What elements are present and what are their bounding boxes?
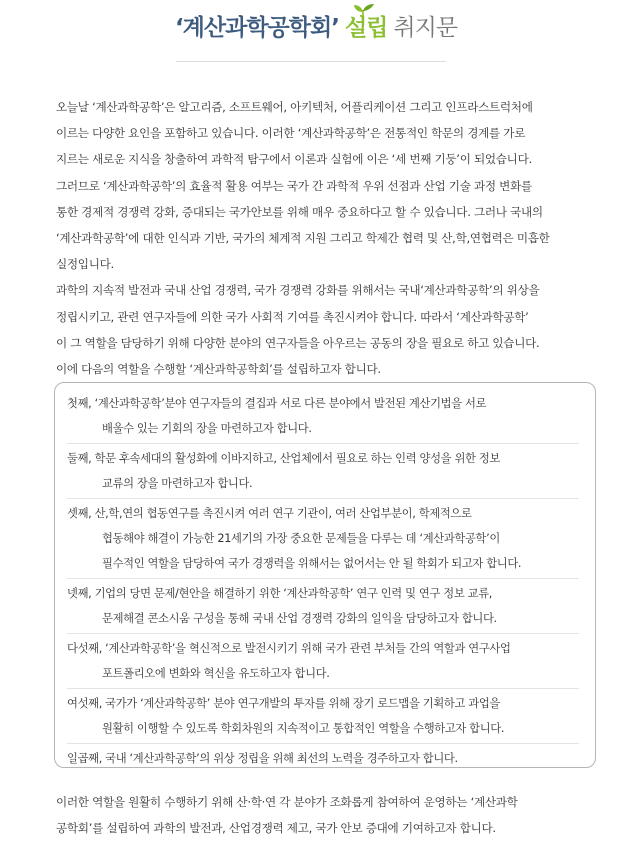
- role-item: [67, 691, 579, 741]
- role-item: [67, 501, 579, 576]
- role-line: 포트폴리오에 변화와 혁신을 유도하고자 합니다.: [102, 667, 330, 680]
- page-header: [0, 8, 632, 58]
- role-divider: [67, 688, 579, 689]
- role-line: 여섯째, 국가가 ‘계산과학공학’ 분야 연구개발의 투자를 위해 장기 로드맵을 기획하고 과업을: [67, 697, 500, 710]
- intro-line: 통한 경제적 경쟁력 강화, 증대되는 국가안보를 위해 매우 중요하다고 할 수 있습니다. 그러나 국내의: [56, 204, 543, 219]
- role-line: 필수적인 역할을 담당하여 국가 경쟁력을 위해서는 없어서는 안 될 학회가 되고자 합니다.: [102, 557, 522, 570]
- intro-line: ‘계산과학공학’에 대한 인식과 기반, 국가의 체계적 지원 그리고 학제간 협력 및 산,학,연협력은 미흡한: [56, 231, 550, 246]
- closing-section: [56, 789, 596, 841]
- role-divider: [67, 443, 579, 444]
- role-line: 넷째, 기업의 당면 문제/현안을 해결하기 위한 ‘계산과학공학’ 연구 인력 및 연구 정보 교류,: [67, 587, 493, 600]
- role-line: 원활히 이행할 수 있도록 학회차원의 지속적이고 통합적인 역할을 수행하고자 합니다.: [102, 722, 505, 735]
- title-purpose: 취지문: [393, 15, 458, 41]
- intro-line: 실정입니다.: [56, 257, 114, 272]
- sprout-leaf-icon: [353, 4, 375, 22]
- role-divider: [67, 633, 579, 634]
- page-title: [175, 8, 457, 48]
- role-item: [67, 636, 579, 686]
- closing-line: 이러한 역할을 원활히 수행하기 위해 산·학·연 각 분야가 조화롭게 참여하여 운영하는 ‘계산과학: [56, 795, 518, 809]
- intro-line: 정립시키고, 관련 연구자들에 의한 국가 사회적 기여를 촉진시켜야 합니다. 따라서 ‘계산과학공학’: [56, 309, 529, 324]
- role-line: 교류의 장을 마련하고자 합니다.: [102, 477, 253, 490]
- intro-line: 이에 다음의 역할을 수행할 ‘계산과학공학회’를 설립하고자 합니다.: [56, 362, 381, 377]
- title-establish: 설립: [344, 15, 388, 41]
- role-line: 배울수 있는 기회의 장을 마련하고자 합니다.: [102, 422, 312, 435]
- role-line: 다섯째, ‘계산과학공학’을 혁신적으로 발전시키기 위해 국가 관련 부처들 간의 역할과 연구사업: [67, 642, 511, 655]
- role-divider: [67, 498, 579, 499]
- role-item: [67, 746, 579, 771]
- intro-line: 이 그 역할을 담당하기 위해 다양한 분야의 연구자들을 아우르는 공동의 장을 필요로 하고 있습니다.: [56, 335, 540, 350]
- role-item: [67, 581, 579, 631]
- role-line: 협동해야 해결이 가능한 21세기의 가장 중요한 문제들을 다루는 데 ‘계산과학공학’이: [102, 532, 500, 545]
- intro-line: 오늘날 ‘계산과학공학’은 알고리즘, 소프트웨어, 아키텍처, 어플리케이션 그리고 인프라스트럭처에: [56, 100, 533, 114]
- intro-line: 지르는 새로운 지식을 창출하여 과학적 탐구에서 이론과 실험에 이은 ‘세 번째 기둥’이 되었습니다.: [56, 152, 532, 167]
- title-main: ‘계산과학공학회’: [174, 15, 339, 41]
- role-item: [67, 391, 579, 441]
- role-line: 셋째, 산,학,연의 협동연구를 촉진시켜 여러 연구 기관이, 여러 산업부분이, 학제적으로: [67, 507, 472, 520]
- role-line: 둘째, 학문 후속세대의 활성화에 이바지하고, 산업체에서 필요로 하는 인력 양성을 위한 정보: [67, 452, 500, 465]
- role-divider: [67, 578, 579, 579]
- role-divider: [67, 743, 579, 744]
- closing-line: 공학회’를 설립하여 과학의 발전과, 산업경쟁력 제고, 국가 안보 증대에 기여하고자 합니다.: [56, 821, 496, 835]
- intro-line: 이르는 다양한 요인을 포함하고 있습니다. 이러한 ‘계산과학공학’은 전통적인 학문의 경계를 가로: [56, 126, 526, 141]
- role-line: 일곱째, 국내 ‘계산과학공학’의 위상 정립을 위해 최선의 노력을 경주하고자 합니다.: [67, 752, 458, 765]
- role-line: 첫째, ‘계산과학공학’분야 연구자들의 결집과 서로 다른 분야에서 발전된 계산기법을 서로: [67, 397, 487, 410]
- roles-box: [54, 382, 596, 768]
- role-item: [67, 446, 579, 496]
- intro-line: 과학의 지속적 발전과 국내 산업 경쟁력, 국가 경쟁력 강화를 위해서는 국내‘계산과학공학’의 위상을: [56, 283, 540, 298]
- intro-section: [56, 94, 596, 382]
- title-divider: [176, 61, 446, 62]
- role-line: 문제해결 콘소시움 구성을 통해 국내 산업 경쟁력 강화의 일익을 담당하고자 합니다.: [102, 612, 497, 625]
- intro-line: 그러므로 ‘계산과학공학’의 효율적 활용 여부는 국가 간 과학적 우위 선점과 산업 기술 과정 변화를: [56, 178, 532, 193]
